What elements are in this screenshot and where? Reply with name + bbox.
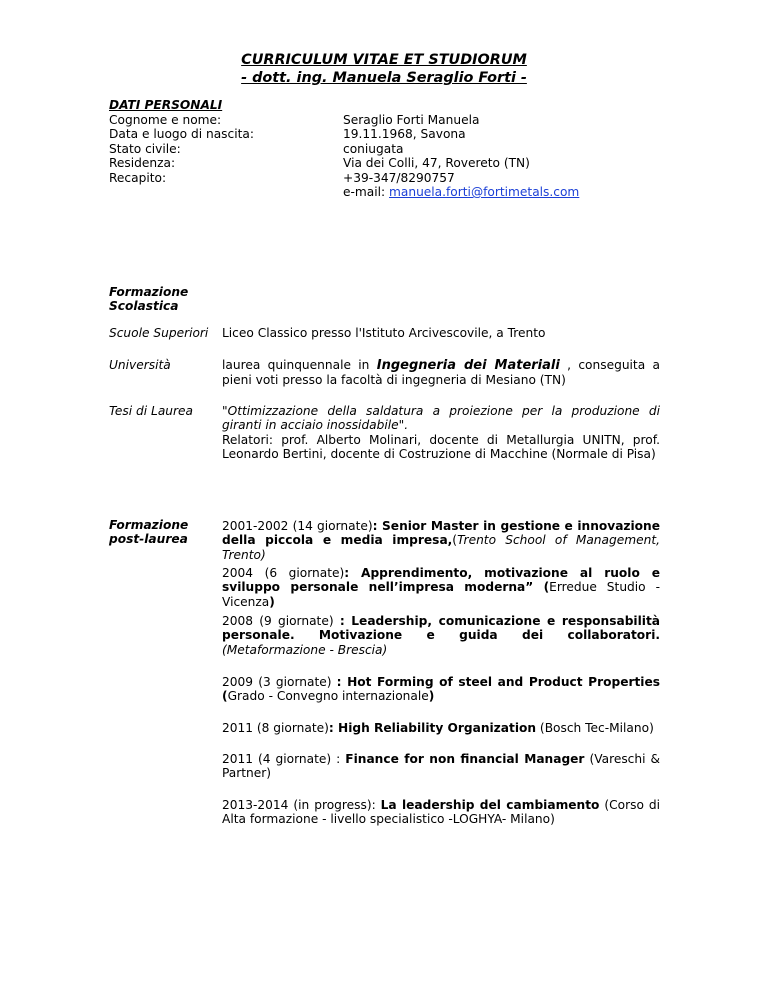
postgrad-entry-2: 2004 (6 giornate): Apprendimento, motivazione al ruolo e sviluppo personale nell’impresa moderna” (Erredue Studio - Vicenza): [222, 566, 661, 609]
personal-labels: [109, 113, 254, 185]
value-email-line: e-mail: manuela.forti@fortimetals.com: [343, 185, 580, 200]
high-school-label: Scuole Superiori: [109, 326, 209, 340]
personal-data-heading: DATI PERSONALI: [109, 98, 223, 112]
postgrad-entry-6: 2011 (4 giornate) : Finance for non financial Manager (Vareschi & Partner): [222, 752, 660, 781]
university-label: Università: [109, 358, 171, 372]
label-name: Cognome e nome:: [109, 113, 222, 127]
education-heading: Formazione Scolastica: [109, 285, 189, 314]
value-civil-status: coniugata: [343, 141, 404, 156]
postgrad-entry-5: 2011 (8 giornate): High Reliability Organization (Bosch Tec-Milano): [222, 721, 654, 735]
value-residence: Via dei Colli, 47, Rovereto (TN): [343, 156, 530, 171]
cv-subtitle: - dott. ing. Manuela Seraglio Forti -: [241, 70, 527, 86]
value-birth: 19.11.1968, Savona: [343, 127, 466, 142]
value-name: Seraglio Forti Manuela: [343, 113, 480, 127]
postgrad-entry-3: 2008 (9 giornate) : Leadership, comunicazione e responsabilità personale. Motivazione e guida dei collaboratori. (Metaformazione - Brescia): [222, 614, 661, 657]
value-phone: +39-347/8290757: [343, 170, 455, 185]
thesis-block: [222, 404, 660, 462]
university-text: laurea quinquennale in Ingegneria dei Materiali , conseguita a pieni voti presso la facoltà di ingegneria di Mesiano (TN): [222, 358, 660, 388]
cv-title: CURRICULUM VITAE ET STUDIORUM: [241, 52, 527, 68]
label-birth: Data e luogo di nascita:: [109, 127, 254, 142]
postgrad-heading: Formazione post-laurea: [109, 518, 189, 547]
postgrad-entry-1: 2001-2002 (14 giornate): Senior Master in gestione e innovazione della piccola e media impresa,(Trento School of Management, Trento): [222, 519, 660, 562]
label-contact: Recapito:: [109, 170, 167, 185]
high-school-text: Liceo Classico presso l'Istituto Arcivescovile, a Trento: [222, 326, 546, 340]
email-link[interactable]: manuela.forti@fortimetals.com: [389, 185, 580, 200]
thesis-title: "Ottimizzazione della saldatura a proiezione per la produzione di giranti in acciaio inossidabile".: [222, 404, 660, 433]
label-residence: Residenza:: [109, 156, 176, 171]
thesis-advisors: Relatori: prof. Alberto Molinari, docente di Metallurgia UNITN, prof. Leonardo Bertini, docente di Costruzione di Macchine (Normale di Pisa): [222, 432, 660, 462]
label-civil-status: Stato civile:: [109, 141, 181, 156]
postgrad-entry-7: 2013-2014 (in progress): La leadership del cambiamento (Corso di Alta formazione - livello specialistico -LOGHYA- Milano): [222, 798, 660, 827]
personal-values: [343, 113, 579, 199]
thesis-label: Tesi di Laurea: [109, 404, 194, 418]
postgrad-entry-4: 2009 (3 giornate) : Hot Forming of steel and Product Properties (Grado - Convegno internazionale): [222, 675, 660, 704]
